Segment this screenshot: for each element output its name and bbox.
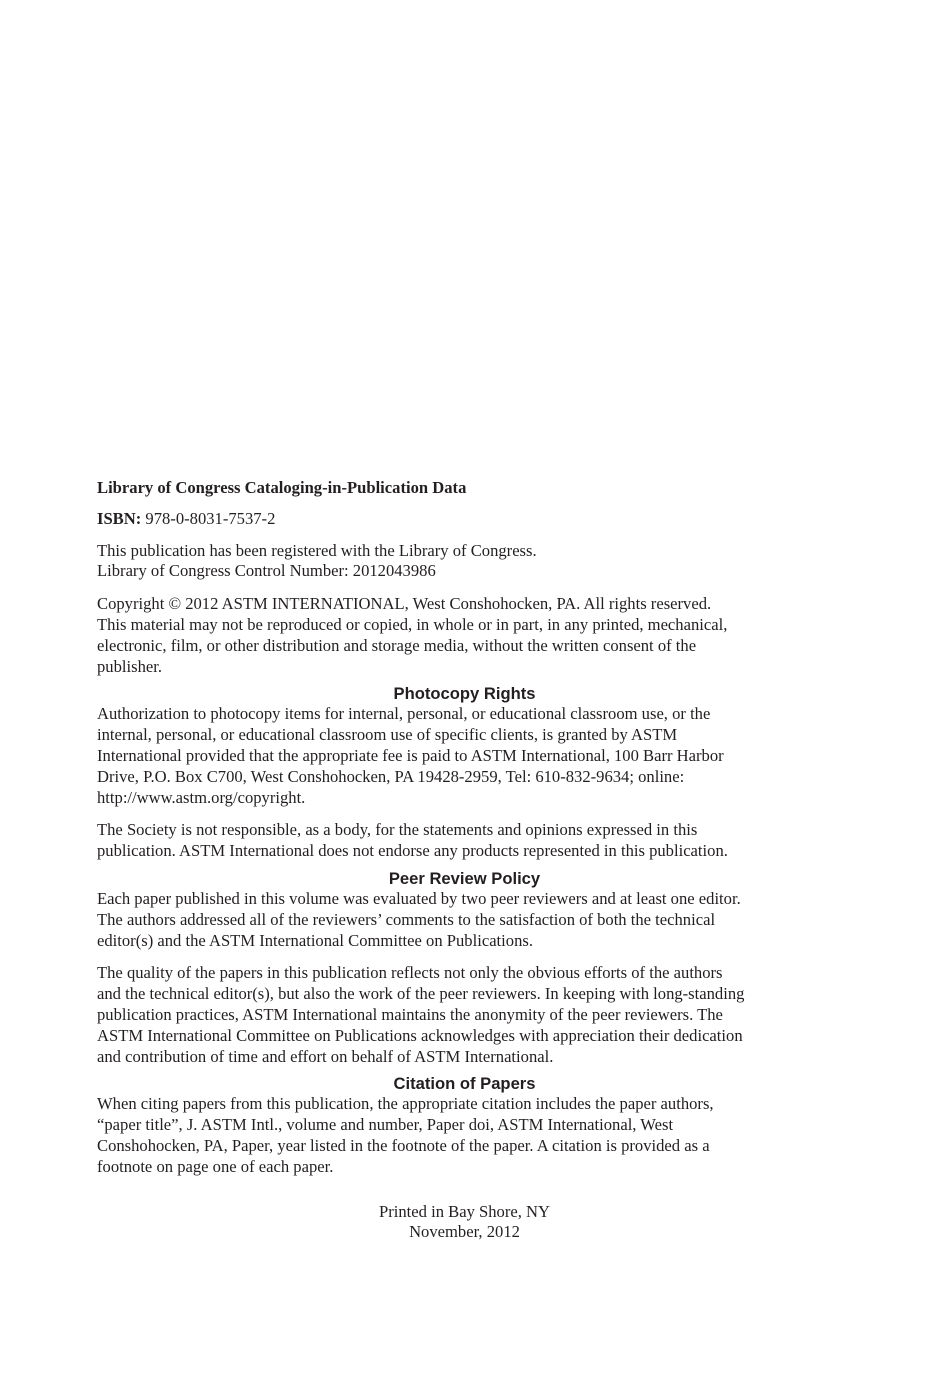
text-line: publication practices, ASTM International maintains the anonymity of the peer reviewers. The (97, 1004, 723, 1024)
text-line: Each paper published in this volume was evaluated by two peer reviewers and at least one editor. (97, 888, 741, 908)
imprint-place: Printed in Bay Shore, NY (379, 1201, 550, 1221)
registration-paragraph (97, 541, 832, 583)
photocopy-paragraph (97, 704, 832, 808)
text-line: ASTM International Committee on Publications acknowledges with appreciation their dedication (97, 1025, 743, 1045)
text-line: editor(s) and the ASTM International Committee on Publications. (97, 930, 533, 950)
text-line: and the technical editor(s), but also the work of the peer reviewers. In keeping with long-standing (97, 984, 745, 1004)
isbn-value: 978-0-8031-7537-2 (141, 508, 276, 528)
quality-paragraph (97, 963, 832, 1067)
text-line: When citing papers from this publication, the appropriate citation includes the paper authors, (97, 1094, 714, 1114)
text-line: Authorization to photocopy items for internal, personal, or educational classroom use, or the (97, 704, 711, 724)
text-line: electronic, film, or other distribution and storage media, without the written consent of the (97, 635, 697, 655)
copyright-paragraph (97, 594, 832, 677)
text-line: and contribution of time and effort on behalf of ASTM International. (97, 1046, 554, 1066)
text-line: http://www.astm.org/copyright. (97, 787, 306, 807)
text-line: publisher. (97, 656, 162, 676)
text-line: internal, personal, or educational classroom use of specific clients, is granted by ASTM (97, 725, 678, 745)
text-line: This material may not be reproduced or copied, in whole or in part, in any printed, mechanical, (97, 614, 728, 634)
text-line: publication. ASTM International does not endorse any products represented in this publication. (97, 841, 728, 861)
text-line: This publication has been registered with the Library of Congress. (97, 540, 537, 560)
peer-review-heading: Peer Review Policy (388, 868, 541, 888)
text-line: footnote on page one of each paper. (97, 1156, 334, 1176)
photocopy-rights-heading: Photocopy Rights (393, 684, 536, 704)
text-line: Conshohocken, PA, Paper, year listed in the footnote of the paper. A citation is provided as a (97, 1135, 710, 1155)
cip-heading: Library of Congress Cataloging-in-Publication Data (97, 478, 467, 497)
copyright-page (97, 478, 832, 1243)
text-line: The quality of the papers in this publication reflects not only the obvious efforts of the authors (97, 963, 723, 983)
text-line: The Society is not responsible, as a body, for the statements and opinions expressed in this (97, 820, 698, 840)
text-line: Drive, P.O. Box C700, West Conshohocken, PA 19428-2959, Tel: 610-832-9634; online: (97, 766, 685, 786)
disclaimer-paragraph (97, 820, 832, 862)
text-line: The authors addressed all of the reviewers’ comments to the satisfaction of both the technical (97, 909, 716, 929)
printer-imprint (97, 1202, 832, 1244)
text-line: Copyright © 2012 ASTM INTERNATIONAL, West Conshohocken, PA. All rights reserved. (97, 594, 712, 614)
imprint-date: November, 2012 (409, 1222, 520, 1242)
peer-review-paragraph (97, 889, 832, 951)
text-line: Library of Congress Control Number: 2012043986 (97, 561, 436, 581)
isbn-label: ISBN: (97, 508, 142, 528)
text-line: “paper title”, J. ASTM Intl., volume and number, Paper doi, ASTM International, West (97, 1115, 674, 1135)
isbn-line (97, 509, 832, 530)
citation-paragraph (97, 1094, 832, 1177)
text-line: International provided that the appropriate fee is paid to ASTM International, 100 Barr Harbor (97, 745, 724, 765)
citation-heading: Citation of Papers (393, 1074, 536, 1094)
